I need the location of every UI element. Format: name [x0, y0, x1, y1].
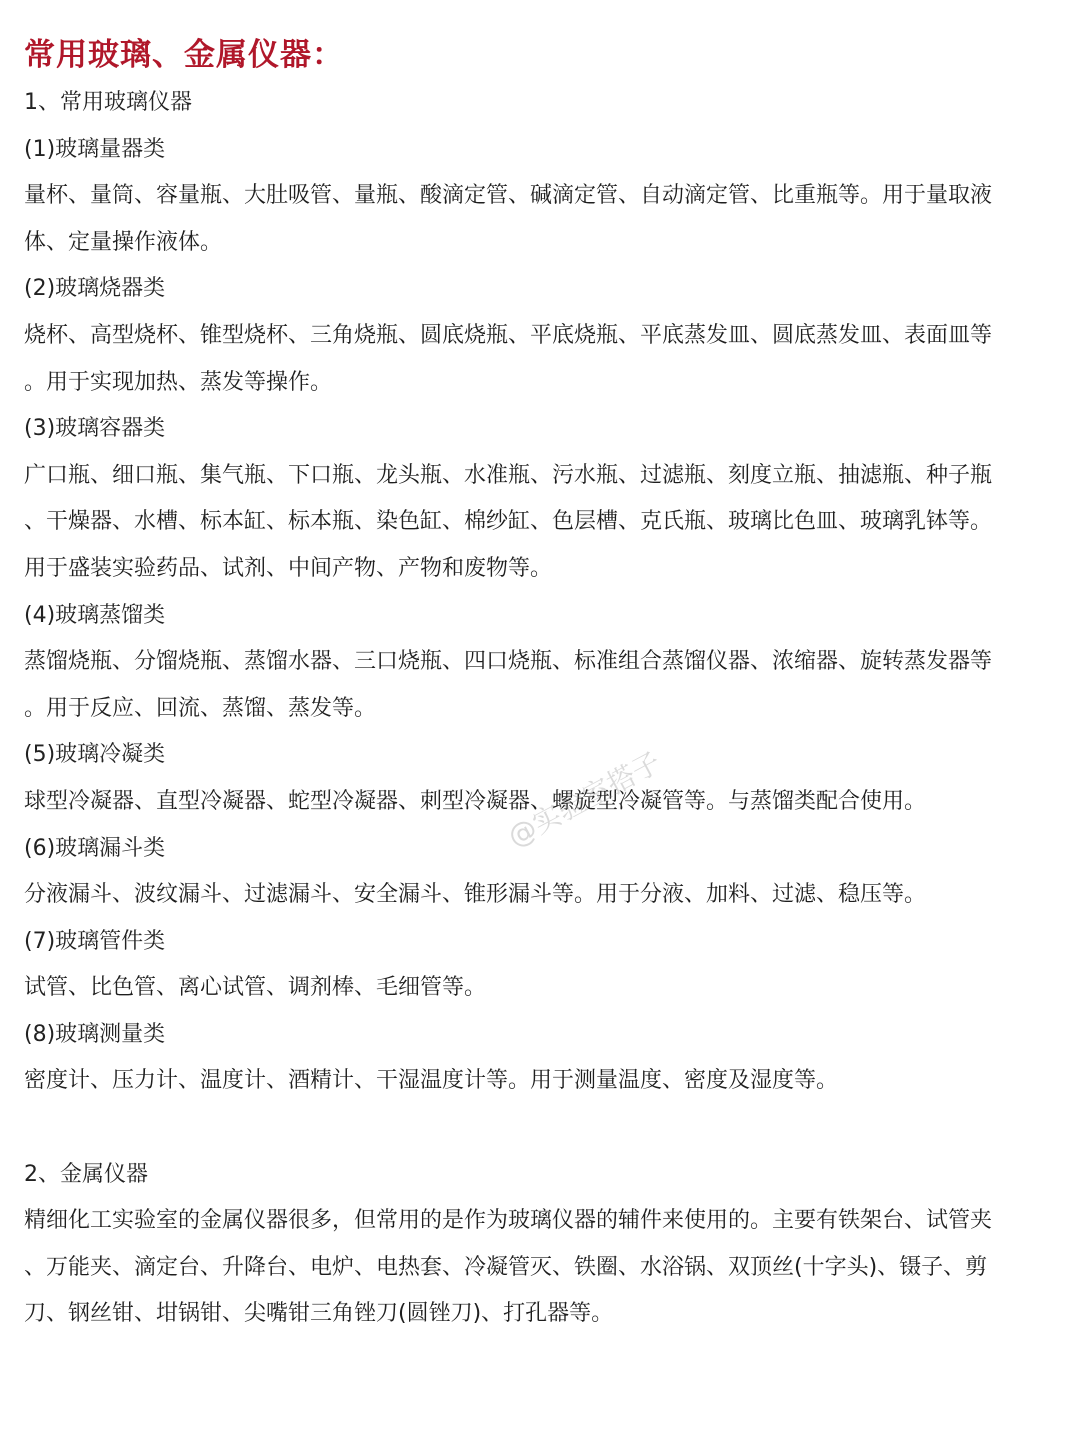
paragraph-line: 密度计、压力计、温度计、酒精计、干湿温度计等。用于测量温度、密度及湿度等。 — [24, 1068, 839, 1094]
document — [24, 30, 1060, 1338]
paragraph-line: 量杯、量筒、容量瓶、大肚吸管、量瓶、酸滴定管、碱滴定管、自动滴定管、比重瓶等。用于量取液 — [24, 183, 993, 209]
paragraph-line: 试管、比色管、离心试管、调剂棒、毛细管等。 — [24, 975, 487, 1001]
page-title: 常用玻璃、金属仪器： — [24, 37, 344, 73]
watermark: @实验室搭子 — [502, 745, 667, 854]
paragraph-line: 精细化工实验室的金属仪器很多，但常用的是作为玻璃仪器的辅件来使用的。主要有铁架台、试管夹 — [24, 1208, 993, 1234]
subsection-heading: (6)玻璃漏斗类 — [24, 835, 166, 861]
paragraph-line: 烧杯、高型烧杯、锥型烧杯、三角烧瓶、圆底烧瓶、平底烧瓶、平底蒸发皿、圆底蒸发皿、表面皿等 — [24, 322, 993, 348]
paragraph-line: 。用于反应、回流、蒸馏、蒸发等。 — [24, 695, 377, 721]
paragraph-line: 。用于实现加热、蒸发等操作。 — [24, 369, 333, 395]
paragraph-line: 用于盛装实验药品、试剂、中间产物、产物和废物等。 — [24, 555, 553, 581]
paragraph-line: 、干燥器、水槽、标本缸、标本瓶、染色缸、棉纱缸、色层槽、克氏瓶、玻璃比色皿、玻璃乳钵等。 — [24, 509, 993, 535]
subsection-heading: (5)玻璃冷凝类 — [24, 742, 166, 768]
section-heading-glass: 1、常用玻璃仪器 — [24, 90, 192, 115]
paragraph-line: 体、定量操作液体。 — [24, 229, 223, 255]
paragraph-line: 、万能夹、滴定台、升降台、电炉、电热套、冷凝管灭、铁圈、水浴锅、双顶丝(十字头)、镊子、剪 — [24, 1254, 988, 1280]
paragraph-line: 球型冷凝器、直型冷凝器、蛇型冷凝器、刺型冷凝器、螺旋型冷凝管等。与蒸馏类配合使用。 — [24, 788, 927, 814]
paragraph-line: 分液漏斗、波纹漏斗、过滤漏斗、安全漏斗、锥形漏斗等。用于分液、加料、过滤、稳压等。 — [24, 882, 927, 908]
subsection-heading: (1)玻璃量器类 — [24, 136, 166, 162]
subsection-heading: (4)玻璃蒸馏类 — [24, 602, 166, 628]
paragraph-line: 广口瓶、细口瓶、集气瓶、下口瓶、龙头瓶、水准瓶、污水瓶、过滤瓶、刻度立瓶、抽滤瓶、种子瓶 — [24, 462, 993, 488]
section-heading-metal: 2、金属仪器 — [24, 1161, 148, 1187]
paragraph-line: 刀、钢丝钳、坩锅钳、尖嘴钳三角锉刀(圆锉刀)、打孔器等。 — [24, 1301, 614, 1327]
subsection-heading: (3)玻璃容器类 — [24, 416, 166, 442]
spacer — [24, 1105, 1060, 1152]
subsection-heading: (7)玻璃管件类 — [24, 928, 166, 954]
subsection-heading: (8)玻璃测量类 — [24, 1021, 166, 1047]
paragraph-line: 蒸馏烧瓶、分馏烧瓶、蒸馏水器、三口烧瓶、四口烧瓶、标准组合蒸馏仪器、浓缩器、旋转蒸发器等 — [24, 649, 993, 675]
subsection-heading: (2)玻璃烧器类 — [24, 276, 166, 302]
